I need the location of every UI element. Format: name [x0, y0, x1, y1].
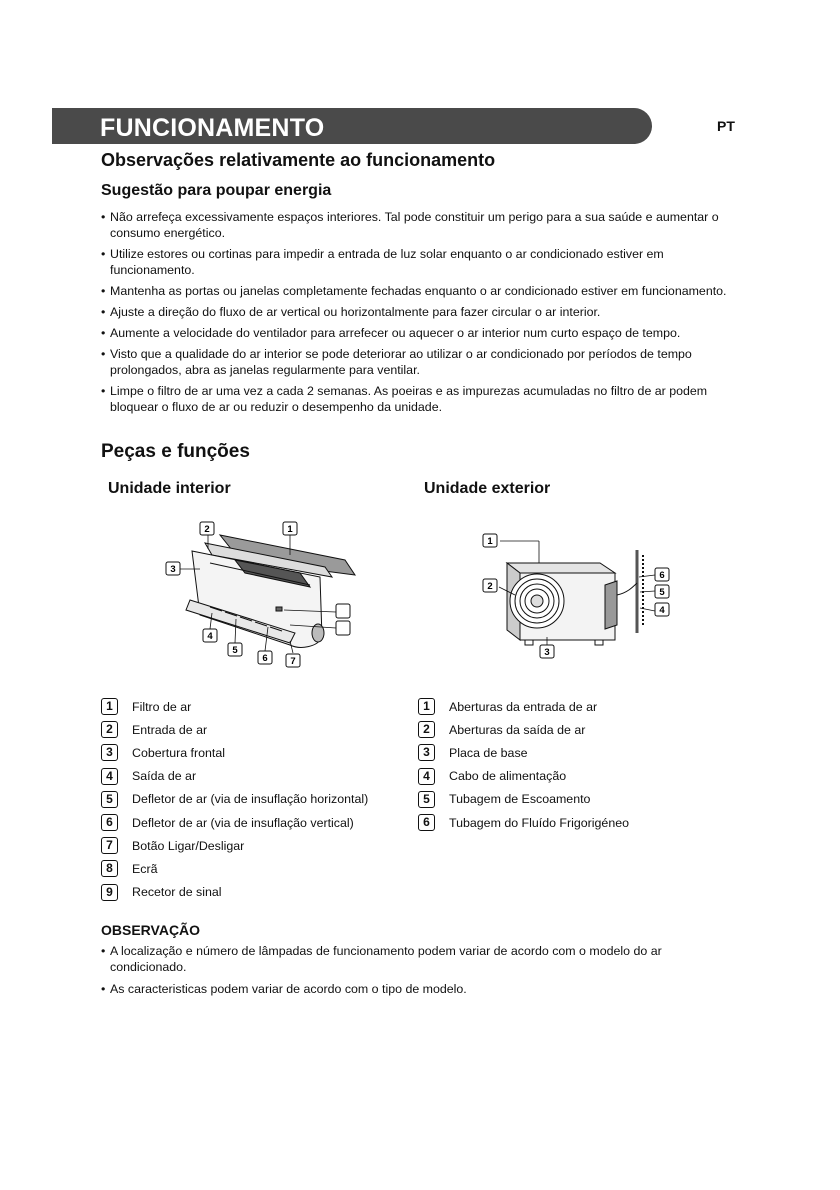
- part-label: Defletor de ar (via de insuflação vertical): [132, 815, 354, 830]
- list-item: [101, 788, 368, 811]
- callout-label: 3: [544, 647, 550, 658]
- subheading-energy-tips: Sugestão para poupar energia: [101, 182, 332, 199]
- part-number: 5: [418, 791, 435, 808]
- callout-box-empty: [336, 621, 350, 635]
- list-item: • Aumente a velocidade do ventilador para arrefecer ou aquecer o ar interior num curto espaço de tempo.: [101, 325, 741, 341]
- list-item: [101, 881, 368, 904]
- list-item: • Ajuste a direção do fluxo de ar vertical ou horizontalmente para fazer circular o ar interior.: [101, 304, 741, 320]
- part-label: Cobertura frontal: [132, 745, 225, 760]
- callout-label: 4: [207, 631, 213, 642]
- part-number: 5: [101, 791, 118, 808]
- outdoor-parts-list: [418, 695, 629, 834]
- part-label: Tubagem de Escoamento: [449, 792, 591, 807]
- part-number: 1: [418, 698, 435, 715]
- outdoor-unit-diagram: [475, 525, 675, 665]
- part-number: 2: [101, 721, 118, 738]
- list-item: [101, 718, 368, 741]
- part-number: 8: [101, 860, 118, 877]
- part-number: 2: [418, 721, 435, 738]
- callout-label: 1: [287, 524, 293, 535]
- list-item: [418, 741, 629, 764]
- indoor-parts-list: [101, 695, 368, 904]
- section-heading-observations: Observações relativamente ao funcionamento: [101, 150, 496, 170]
- part-number: 1: [101, 698, 118, 715]
- list-item: [101, 695, 368, 718]
- callout-label: 2: [487, 581, 493, 592]
- list-item: [101, 811, 368, 834]
- outdoor-unit-heading: Unidade exterior: [424, 480, 551, 497]
- list-item: • Visto que a qualidade do ar interior se pode deteriorar ao utilizar o ar condicionado por períodos de tempo prolongados, abra as janelas regularmente para ventilar.: [101, 346, 741, 378]
- part-number: 6: [418, 814, 435, 831]
- callout-label: 6: [262, 653, 268, 664]
- part-label: Cabo de alimentação: [449, 769, 567, 784]
- list-item: • Limpe o filtro de ar uma vez a cada 2 semanas. As poeiras e as impurezas acumuladas no filtro de ar podem bloquear o fluxo de ar ou reduzir o desempenho da unidade.: [101, 383, 741, 415]
- list-item: [418, 788, 629, 811]
- part-number: 3: [418, 744, 435, 761]
- indoor-unit-heading: Unidade interior: [108, 480, 231, 497]
- part-label: Ecrã: [132, 861, 158, 876]
- part-label: Placa de base: [449, 745, 528, 760]
- part-label: Aberturas da entrada de ar: [449, 699, 598, 714]
- part-number: 4: [101, 768, 118, 785]
- list-item: • A localização e número de lâmpadas de funcionamento podem variar de acordo com o modelo do ar condicionado.: [101, 943, 741, 975]
- list-item: [101, 857, 368, 880]
- part-label: Aberturas da saída de ar: [449, 722, 586, 737]
- note-heading: OBSERVAÇÃO: [101, 922, 201, 938]
- part-label: Botão Ligar/Desligar: [132, 838, 245, 853]
- callout-box-empty: [336, 604, 350, 618]
- part-label: Filtro de ar: [132, 699, 192, 714]
- part-label: Entrada de ar: [132, 722, 208, 737]
- part-number: 6: [101, 814, 118, 831]
- part-label: Defletor de ar (via de insuflação horizontal): [132, 792, 369, 807]
- indoor-unit-diagram: [150, 515, 360, 675]
- part-number: 7: [101, 837, 118, 854]
- list-item: • Utilize estores ou cortinas para impedir a entrada de luz solar enquanto o ar condicionado estiver em funcionamento.: [101, 246, 741, 278]
- list-item: [418, 765, 629, 788]
- part-label: Recetor de sinal: [132, 885, 222, 900]
- callout-label: 7: [290, 656, 296, 667]
- callout-label: 4: [659, 605, 665, 616]
- callout-label: 6: [659, 570, 665, 581]
- part-label: Tubagem do Fluído Frigorigéneo: [449, 815, 629, 830]
- callout-label: 2: [204, 524, 210, 535]
- list-item: • As caracteristicas podem variar de acordo com o tipo de modelo.: [101, 981, 741, 997]
- part-number: 4: [418, 768, 435, 785]
- list-item: [101, 834, 368, 857]
- part-label: Saída de ar: [132, 769, 197, 784]
- callout-label: 5: [659, 587, 665, 598]
- list-item: [418, 811, 629, 834]
- language-tag: PT: [717, 118, 735, 134]
- list-item: [101, 765, 368, 788]
- energy-tips-list: [101, 209, 741, 420]
- callout-label: 5: [232, 645, 238, 656]
- part-number: 9: [101, 884, 118, 901]
- list-item: • Mantenha as portas ou janelas completamente fechadas enquanto o ar condicionado estiver em funcionamento.: [101, 283, 741, 299]
- note-list: [101, 943, 741, 1003]
- section-heading-parts: Peças e funções: [101, 441, 250, 462]
- page-title: FUNCIONAMENTO: [100, 114, 325, 142]
- list-item: [418, 695, 629, 718]
- list-item: [418, 718, 629, 741]
- part-number: 3: [101, 744, 118, 761]
- list-item: [101, 741, 368, 764]
- list-item: • Não arrefeça excessivamente espaços interiores. Tal pode constituir um perigo para a sua saúde e aumentar o consumo energético.: [101, 209, 741, 241]
- callout-label: 3: [170, 564, 176, 575]
- callout-label: 1: [487, 536, 493, 547]
